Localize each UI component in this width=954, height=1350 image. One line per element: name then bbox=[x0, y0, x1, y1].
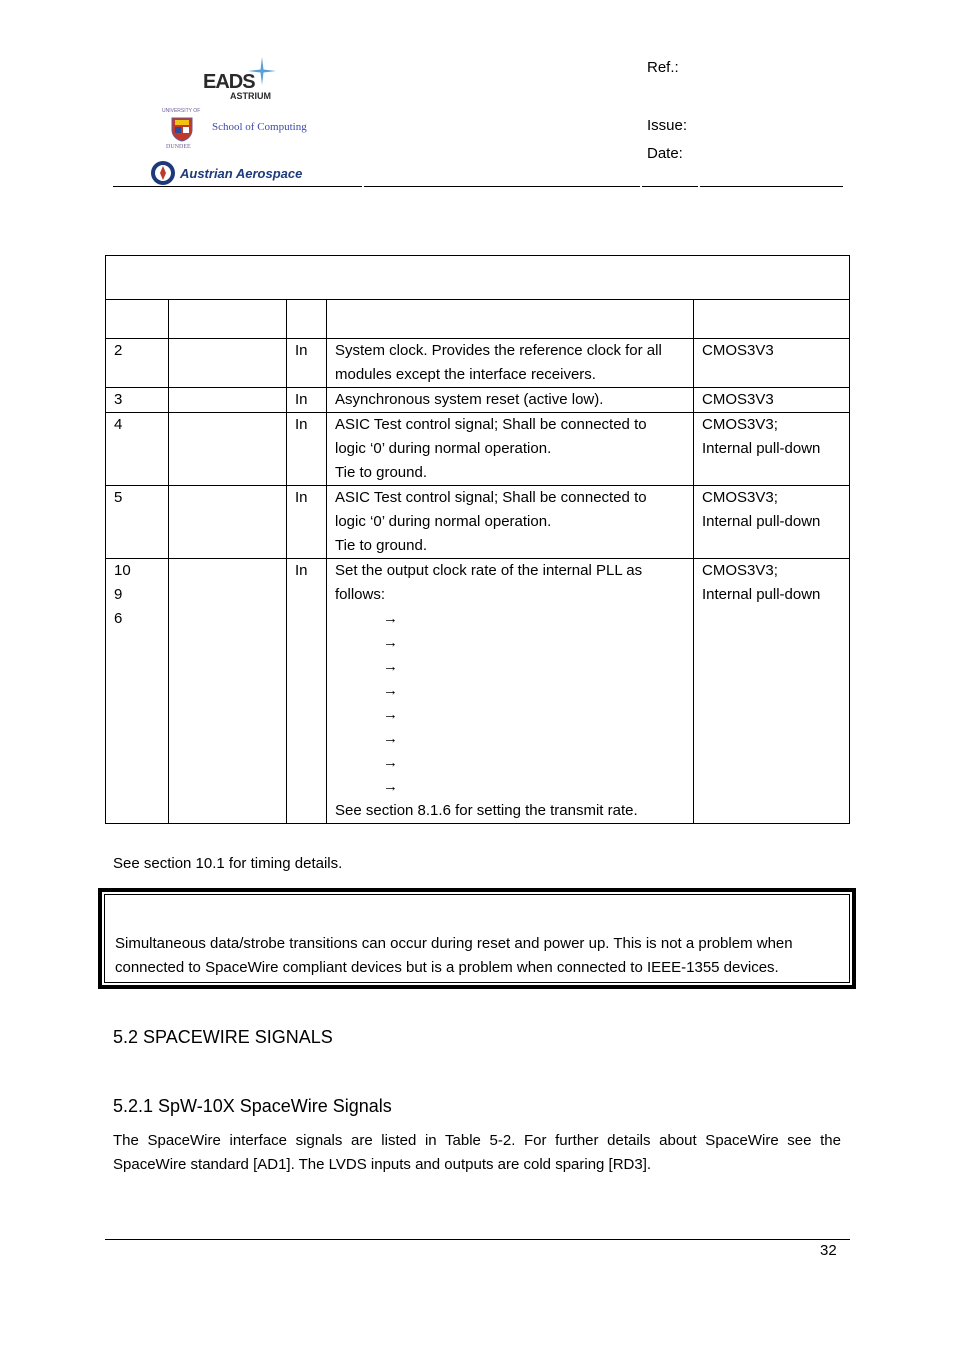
type-line: CMOS3V3 bbox=[702, 391, 774, 408]
eads-logo-text: EADS bbox=[203, 71, 255, 93]
arrow-right-icon: → bbox=[383, 634, 398, 651]
table-caption-row bbox=[106, 256, 849, 300]
arrow-right-icon: → bbox=[383, 754, 398, 771]
seal-icon bbox=[150, 160, 176, 186]
table-row bbox=[106, 413, 849, 486]
description-line: Asynchronous system reset (active low). bbox=[335, 391, 604, 408]
university-of-dundee-logo bbox=[150, 108, 330, 156]
crest-icon bbox=[170, 116, 194, 142]
pin-number: 5 bbox=[114, 489, 123, 506]
type-cell bbox=[694, 388, 849, 412]
table-row bbox=[106, 388, 849, 413]
description-cell bbox=[327, 339, 694, 387]
signal-name-cell bbox=[169, 388, 287, 412]
astrium-logo-text: ASTRIUM bbox=[230, 91, 271, 101]
footer-rule bbox=[105, 1239, 850, 1240]
note-line: connected to SpaceWire compliant devices but is a problem when connected to IEEE-1355 devices. bbox=[115, 959, 779, 976]
header-cell bbox=[694, 300, 849, 338]
pin-number: 4 bbox=[114, 416, 123, 433]
table-row bbox=[106, 559, 849, 823]
note-box-inner bbox=[104, 894, 850, 983]
header-cell bbox=[106, 300, 169, 338]
pin-number: 6 bbox=[114, 610, 123, 627]
type-line: Internal pull-down bbox=[702, 440, 821, 457]
pin-number: 10 bbox=[114, 562, 131, 579]
description-line: Set the output clock rate of the internal PLL as bbox=[335, 562, 643, 579]
description-cell bbox=[327, 486, 694, 558]
table-row bbox=[106, 486, 849, 559]
description-line: modules except the interface receivers. bbox=[335, 366, 596, 383]
description-line: logic ‘0’ during normal operation. bbox=[335, 513, 552, 530]
pin-number: 3 bbox=[114, 391, 123, 408]
pin-cell bbox=[106, 339, 169, 387]
description-cell bbox=[327, 388, 694, 412]
type-line: CMOS3V3; bbox=[702, 489, 778, 506]
body-paragraph bbox=[113, 1129, 841, 1177]
pin-number: 2 bbox=[114, 342, 123, 359]
section-heading-5-2-1: 5.2.1 SpW-10X SpaceWire Signals bbox=[113, 1096, 392, 1116]
table-row bbox=[106, 339, 849, 388]
note-line: Simultaneous data/strobe transitions can occur during reset and power up. This is not a problem when bbox=[115, 935, 793, 952]
dundee-text: DUNDEE bbox=[166, 144, 191, 150]
arrow-right-icon: → bbox=[383, 610, 398, 627]
pin-number: 9 bbox=[114, 586, 123, 603]
arrow-right-icon: → bbox=[383, 682, 398, 699]
direction-cell: In bbox=[287, 388, 327, 412]
school-of-computing-text: School of Computing bbox=[212, 121, 307, 133]
signal-name-cell bbox=[169, 413, 287, 485]
description-cell bbox=[327, 413, 694, 485]
description-line: logic ‘0’ during normal operation. bbox=[335, 440, 552, 457]
type-cell bbox=[694, 486, 849, 558]
description-line: See section 8.1.6 for setting the transmit rate. bbox=[335, 802, 638, 819]
pin-cell bbox=[106, 413, 169, 485]
header-rule bbox=[113, 186, 362, 187]
direction-cell: In bbox=[287, 413, 327, 485]
austrian-aerospace-logo bbox=[150, 160, 340, 188]
issue-label: Issue: bbox=[647, 117, 688, 134]
section-heading-5-2: 5.2 SPACEWIRE SIGNALS bbox=[113, 1027, 333, 1047]
signal-name-cell bbox=[169, 559, 287, 823]
description-line: Tie to ground. bbox=[335, 537, 427, 554]
note-text bbox=[115, 932, 843, 980]
type-cell bbox=[694, 339, 849, 387]
header-cell bbox=[287, 300, 327, 338]
type-line: Internal pull-down bbox=[702, 513, 821, 530]
description-line: ASIC Test control signal; Shall be connected to bbox=[335, 489, 647, 506]
timing-note: See section 10.1 for timing details. bbox=[113, 855, 343, 872]
direction-cell: In bbox=[287, 486, 327, 558]
date-label: Date: bbox=[647, 145, 683, 162]
signal-name-cell bbox=[169, 486, 287, 558]
description-line: System clock. Provides the reference clock for all bbox=[335, 342, 662, 359]
type-cell bbox=[694, 559, 849, 823]
university-arc-text: UNIVERSITY OF bbox=[162, 108, 201, 114]
description-line: ASIC Test control signal; Shall be connected to bbox=[335, 416, 647, 433]
type-line: CMOS3V3; bbox=[702, 562, 778, 579]
arrow-right-icon: → bbox=[383, 706, 398, 723]
type-line: CMOS3V3 bbox=[702, 342, 774, 359]
signal-name-cell bbox=[169, 339, 287, 387]
eads-astrium-logo bbox=[200, 55, 280, 105]
austrian-aerospace-text: Austrian Aerospace bbox=[180, 166, 303, 181]
table-header-row bbox=[106, 300, 849, 339]
description-cell bbox=[327, 559, 694, 823]
direction-cell: In bbox=[287, 559, 327, 823]
description-line: Tie to ground. bbox=[335, 464, 427, 481]
arrow-right-icon: → bbox=[383, 778, 398, 795]
description-line: follows: bbox=[335, 586, 386, 603]
header-rule bbox=[364, 186, 640, 187]
signal-table bbox=[105, 255, 850, 824]
body-line: The SpaceWire interface signals are listed in Table 5-2. For further details about SpaceWire see the bbox=[113, 1132, 841, 1149]
page-number: 32 bbox=[820, 1242, 837, 1259]
type-line: Internal pull-down bbox=[702, 586, 821, 603]
header-cell bbox=[327, 300, 694, 338]
type-line: CMOS3V3; bbox=[702, 416, 778, 433]
body-line: SpaceWire standard [AD1]. The LVDS inputs and outputs are cold sparing [RD3]. bbox=[113, 1156, 652, 1173]
type-cell bbox=[694, 413, 849, 485]
header-cell bbox=[169, 300, 287, 338]
pin-cell bbox=[106, 559, 169, 823]
pin-cell bbox=[106, 388, 169, 412]
arrow-right-icon: → bbox=[383, 730, 398, 747]
note-box bbox=[98, 888, 856, 989]
header-rule bbox=[642, 186, 698, 187]
arrow-right-icon: → bbox=[383, 658, 398, 675]
pin-cell bbox=[106, 486, 169, 558]
ref-label: Ref.: bbox=[647, 59, 679, 76]
header-rule bbox=[700, 186, 843, 187]
direction-cell: In bbox=[287, 339, 327, 387]
